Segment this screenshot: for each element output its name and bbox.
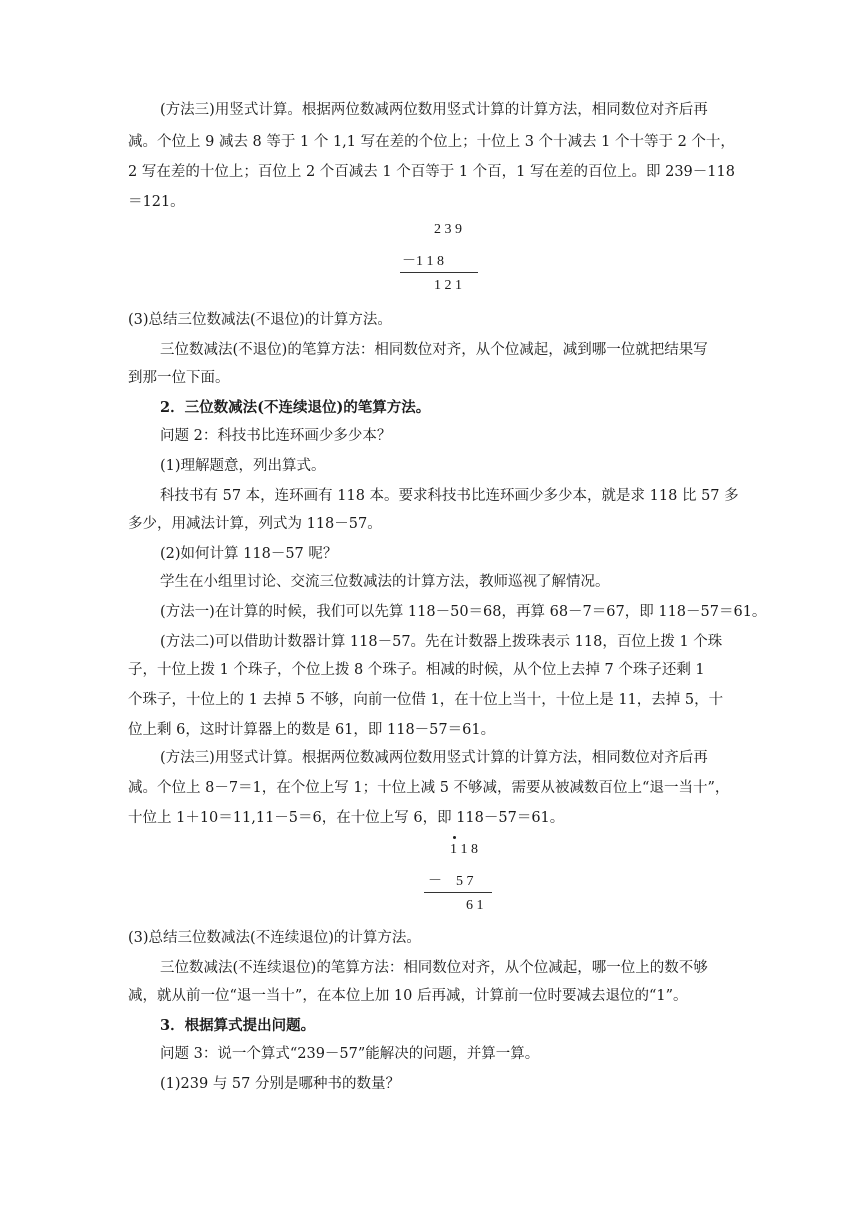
paragraph-line: 三位数减法(不连续退位)的笔算方法：相同数位对齐，从个位减起，哪一位上的数不够 — [160, 960, 708, 976]
paragraph-line: 三位数减法(不退位)的笔算方法：相同数位对齐，从个位减起，减到哪一位就把结果写 — [160, 342, 708, 358]
borrow-dot — [453, 836, 456, 839]
paragraph-line: 学生在小组里讨论、交流三位数减法的计算方法，教师巡视了解情况。 — [160, 574, 610, 590]
subtrahend: － 5 7 — [428, 874, 474, 889]
difference: 1 2 1 — [434, 278, 462, 293]
step-1: (1)理解题意，列出算式。 — [160, 458, 326, 474]
paragraph-line: 减，就从前一位“退一当十”，在本位上加 10 后再减，计算前一位时要减去退位的“1”。 — [128, 988, 688, 1004]
question-3: 问题 3：说一个算式“239－57”能解决的问题，并算一算。 — [160, 1046, 540, 1062]
paragraph-line: 子，十位上拨 1 个珠子，个位上拨 8 个珠子。相减的时候，从个位上去掉 7 个珠子还剩 1 — [128, 662, 705, 678]
paragraph-line: 多少，用减法计算，列式为 118－57。 — [128, 516, 382, 532]
vertical-subtraction-118-57 — [424, 834, 504, 920]
method-3: (方法三)用竖式计算。根据两位数减两位数用竖式计算的计算方法，相同数位对齐后再 — [160, 750, 708, 766]
step-2: (2)如何计算 118－57 呢？ — [160, 546, 338, 562]
method-1: (方法一)在计算的时候，我们可以先算 118－50＝68，再算 68－7＝67，即 118－57＝61。 — [160, 604, 767, 620]
heading-summary-2: (3)总结三位数减法(不连续退位)的计算方法。 — [128, 930, 421, 946]
difference: 6 1 — [466, 898, 484, 913]
vertical-subtraction-239-118 — [400, 220, 480, 300]
minuend: 1 1 8 — [450, 842, 478, 857]
subtrahend: －1 1 8 — [402, 254, 444, 269]
paragraph-line: 位上剩 6，这时计算器上的数是 61，即 118－57＝61。 — [128, 722, 496, 738]
method-2: (方法二)可以借助计数器计算 118－57。先在计数器上拨珠表示 118，百位上拨 1 个珠 — [160, 634, 723, 650]
paragraph-line: 减。个位上 8－7＝1，在个位上写 1；十位上减 5 不够减，需要从被减数百位上“退一当十”， — [128, 780, 730, 796]
question-2: 问题 2：科技书比连环画少多少本？ — [160, 428, 392, 444]
paragraph-line: 到那一位下面。 — [128, 370, 230, 386]
minuend: 2 3 9 — [434, 222, 462, 237]
calc-rule — [400, 272, 478, 273]
paragraph-method3-a: (方法三)用竖式计算。根据两位数减两位数用竖式计算的计算方法，相同数位对齐后再 — [160, 102, 708, 118]
paragraph-line: 科技书有 57 本，连环画有 118 本。要求科技书比连环画少多少本，就是求 118 比 57 多 — [160, 488, 739, 504]
heading-summary-1: (3)总结三位数减法(不退位)的计算方法。 — [128, 312, 392, 328]
paragraph-line: 十位上 1＋10＝11,11－5＝6，在十位上写 6，即 118－57＝61。 — [128, 810, 565, 826]
calc-rule — [424, 892, 492, 893]
paragraph-line: 2 写在差的十位上；百位上 2 个百减去 1 个百等于 1 个百，1 写在差的百位上。即 239－118 — [128, 164, 735, 180]
paragraph-line: ＝121。 — [128, 194, 185, 210]
section-heading-2: 2．三位数减法(不连续退位)的笔算方法。 — [160, 399, 431, 416]
section-heading-3: 3．根据算式提出问题。 — [160, 1017, 316, 1034]
step-1-q3: (1)239 与 57 分别是哪种书的数量？ — [160, 1076, 400, 1092]
paragraph-line: 减。个位上 9 减去 8 等于 1 个 1,1 写在差的个位上；十位上 3 个十减去 1 个十等于 2 个十， — [128, 134, 735, 150]
paragraph-line: 个珠子，十位上的 1 去掉 5 不够，向前一位借 1，在十位上当十，十位上是 11，去掉 5，十 — [128, 692, 724, 708]
